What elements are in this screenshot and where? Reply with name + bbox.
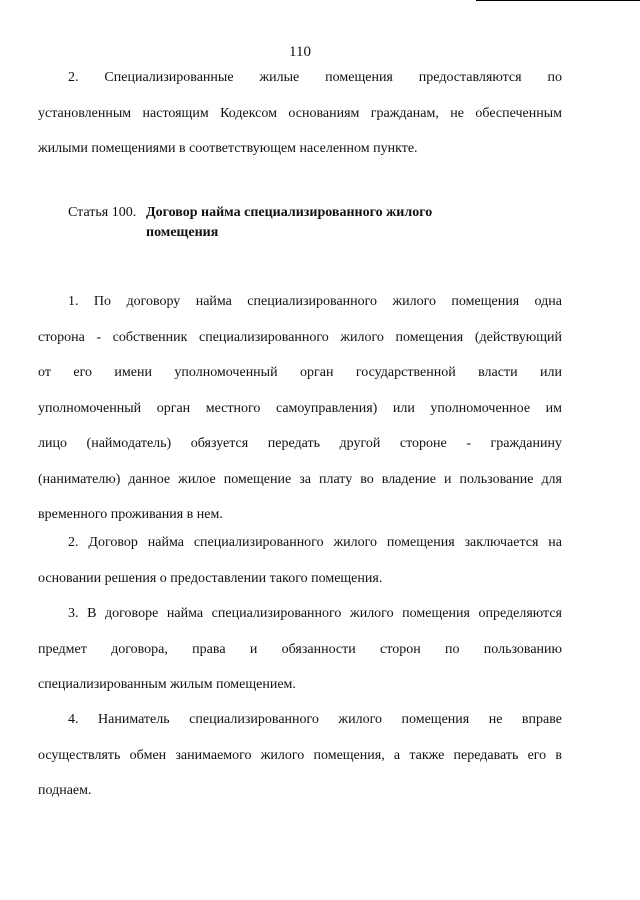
paragraph-4 [38,702,562,809]
page-number: 110 [289,44,311,60]
paragraph-1 [38,284,562,533]
text-line: основании решения о предоставлении такого помещения. [38,570,383,586]
text-line: лицо (наймодатель) обязуется передать другой стороне - гражданину [38,436,562,451]
article-heading [68,203,568,243]
text-line: предмет договора, права и обязанности сторон по пользованию [38,641,562,657]
text-line: установленным настоящим Кодексом основаниям гражданам, не обеспеченным [38,105,562,121]
article-number: Статья 100. [68,205,137,220]
text-line: уполномоченный орган местного самоуправления) или уполномоченное им [38,400,562,416]
text-line: сторона - собственник специализированного жилого помещения (действующий [38,329,562,345]
text-line: временного проживания в нем. [38,507,223,522]
text-line: осуществлять обмен занимаемого жилого помещения, а также передавать его в [38,747,562,763]
text-line: 4. Наниматель специализированного жилого помещения не вправе [68,712,562,727]
text-line: 2. Специализированные жилые помещения предоставляются по [68,70,562,85]
paragraph-3 [38,596,562,703]
text-line: 3. В договоре найма специализированного жилого помещения определяются [68,606,562,621]
text-line: (нанимателю) данное жилое помещение за плату во владение и пользование для [38,471,562,487]
text-line: от его имени уполномоченный орган государственной власти или [38,365,562,380]
top-rule [476,0,640,1]
paragraph-2-previous [38,60,562,167]
text-line: поднаем. [38,783,92,798]
article-title-line-1: Договор найма специализированного жилого [146,205,433,220]
paragraph-2 [38,525,562,596]
text-line: 2. Договор найма специализированного жилого помещения заключается на [68,535,562,550]
text-line: специализированным жилым помещением. [38,677,296,692]
text-line: жилыми помещениями в соответствующем населенном пункте. [38,141,418,156]
text-line: 1. По договору найма специализированного жилого помещения одна [68,294,562,309]
article-title-line-2: помещения [146,225,219,240]
